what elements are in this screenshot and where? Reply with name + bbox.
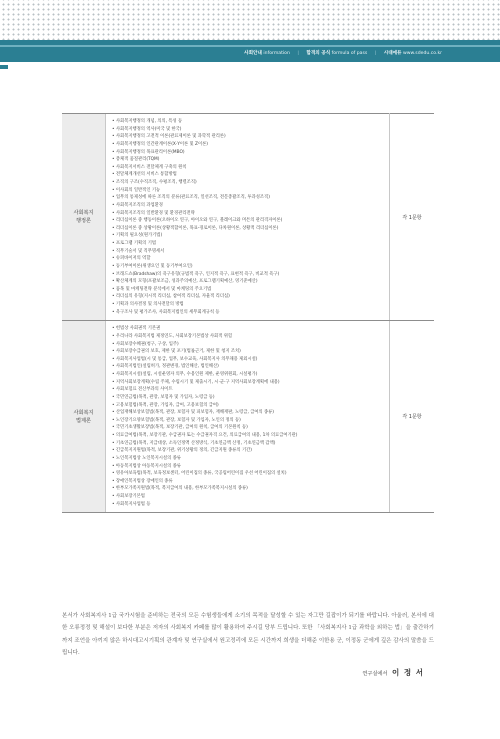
list-item: • 사회복지행정의 역사(미국 및 한국) [112, 126, 386, 134]
list-item: • 고용보험법(목적, 관장, 가입자, 급여, 고용보험의 급여) [112, 402, 386, 410]
nav-separator: | [374, 51, 377, 56]
category-line: 사회복지 [73, 210, 94, 217]
nav-key-info: 사회안내 [244, 51, 262, 56]
preface-paragraph: 본서가 사회복지사 1급 국가시험을 준비하는 전국의 모든 수험생들에게 소기의 목적을 달성할 수 있는 자그만 길잡이가 되기를 바랍니다. 아울러, 본서에 대한 오류정정 및 해설이 보다한 부분은 저자의 사회복지 카페를 많이 활용하여 주시길 당부 드립니다. 또한 「사회복지사 1급 과학을 외하는 법」을 출간하기까지 조언을 아끼지 않은 하시대고시기획의 관계자 및 연구실에서 원고정리에 모든 시간까지 희생을 더해준 이한용 군, 이정동 군에게 깊은 감사의 말씀을 드립니다. [62, 613, 434, 656]
list-item: • 사회보험료 전산부과의 사이트 [112, 386, 386, 394]
items-cell [106, 321, 390, 513]
list-item: • 동기부여이론(위생요인 및 동기부여요인) [112, 263, 386, 271]
list-item: • 조직의 구조(수직조직, 수평조직, 행렬조직) [112, 179, 386, 187]
list-item: • 기획의 필요성(원가기법) [112, 232, 386, 240]
page-edge-mark [0, 65, 8, 69]
list-item: • 의료급여법(목적, 보장기관, 수급권자 또는 수급권자격 요건, 의료급여의 내용, 1차 의료급여기관) [112, 432, 386, 440]
list-item: • 리더십의 유형(지시적 리더십, 참여적 리더십, 자율적 리더십) [112, 293, 386, 301]
grade-cell: 각 1문항 [390, 321, 435, 513]
exam-scope-table [62, 113, 434, 513]
list-item: • 국민연금법(목적, 관장, 보험자 및 가입자, 노령급 등) [112, 394, 386, 402]
list-item: • 국민기초생활보장법(목적, 보장기관, 급여의 원칙, 급여의 기본원칙 등) [112, 424, 386, 432]
list-item: • 총체적 품질관리(TQM) [112, 156, 386, 164]
list-item: • 영유아보육법(목적, 보육정보센터, 어린이집의 종류, 국공립어린이집 우선 어린이집의 설치) [112, 470, 386, 478]
list-item: • 장애인복지법상 장애인의 종류 [112, 478, 386, 486]
list-item: • 긴급복지지원법(목적, 보장기관, 위기상황의 정의, 긴급지원 종류의 기간) [112, 447, 386, 455]
nav-key-formula: 합격의 공식 [306, 51, 331, 56]
list-item: • 사회복지시설(설립, 시설운영자 의무, 수용인원 제한, 운영위원회, 시설평가) [112, 371, 386, 379]
list-item: • 사회보장수급권의 보호, 제한 및 포기(법률근거, 제한 및 청지 조치) [112, 348, 386, 356]
category-cell [62, 114, 106, 321]
list-item: • 업무의 통제성에 따른 조직의 분류(관료조직, 일선조직, 전문총괄조직, 투과성조직) [112, 194, 386, 202]
list-item: • 사회보장수혜권(청구, 구상, 입주) [112, 341, 386, 349]
list-item: • 프로그램 기획의 기법 [112, 240, 386, 248]
nav-value-info: information [263, 51, 290, 56]
list-item: • 우리나라 사회복지법 제정연도, 사회보장기본법상 사회적 위험 [112, 333, 386, 341]
header-nav [244, 50, 442, 56]
category-cell [62, 321, 106, 513]
signature-prefix: 연구실에서 [362, 671, 388, 677]
item-list [112, 325, 386, 508]
table-row-admin [62, 114, 434, 321]
list-item: • 리더십이론 중 상황이론(상황적합이론, 목표-경로이론, 다차원이론, 상황적 리더십이론) [112, 225, 386, 233]
list-item: • 한부모가족지원법(목적, 복지급여의 내용, 한부모가족복지시설의 종류) [112, 485, 386, 493]
list-item: • 이사회의 일반적인 기능 [112, 187, 386, 195]
list-item: • 사회복지행정의 인간관계이론(X·Y이론 및 Z이론) [112, 141, 386, 149]
list-item: • 사회복지행정의 목표관리이론(MBO) [112, 149, 386, 157]
signature-name: 이 정 서 [392, 668, 424, 677]
nav-separator: | [297, 51, 299, 56]
item-list [112, 118, 386, 316]
list-item: • 사회복지서비스 전달체계 구축의 원칙 [112, 164, 386, 172]
nav-value-formula: formula of pass [331, 51, 368, 56]
list-item: • 사회복지행정의 개념, 의의, 특성 등 [112, 118, 386, 126]
list-item: • 사회보장기본법 [112, 493, 386, 501]
nav-value-site: www.sdedu.co.kr [403, 51, 442, 56]
grade-cell: 각 1문항 [390, 114, 435, 321]
list-item: • 사회복지법인(설립허가, 정관변경, 법인해산, 법인해산) [112, 363, 386, 371]
list-item: • 사회복지조직의 과업환경 [112, 202, 386, 210]
list-item: • 헌법상 사회권적 기본권 [112, 325, 386, 333]
category-line: 법제론 [75, 417, 92, 424]
nav-key-site: 시대에듀 [383, 51, 402, 56]
list-item: • 아동복지법상 아동복지시설의 종류 [112, 463, 386, 471]
list-item: • 욕구조사 및 평가조사, 사회복지법인의 세무회계규칙 등 [112, 309, 386, 317]
list-item: • 사회복지사업법(시 및 통급, 업무, 보수교육, 사회복지사 의무채용 제외시설) [112, 356, 386, 364]
list-item: • 사회복지사업법 등 [112, 501, 386, 509]
list-item: • 산업재해보상보험법(목적, 관장, 보험자 및 피보험자, 재해재판, 노령급, 급여의 종류) [112, 409, 386, 417]
list-item: • 확산체계의 모형(포괄보조금, 성과주의예산, 프로그램기획예산, 영기준예산) [112, 278, 386, 286]
list-item: • 기초연금법(목적, 지급대상, 소득인정액 산정방식, 기초연금액 산정, 기초연금액 감액) [112, 440, 386, 448]
list-item: • 리더십이론 중 행동이론(오하이오 연구, 아이오와 연구, 블레이크와 머튼의 관리격자이론) [112, 217, 386, 225]
category-line: 사회복지 [73, 409, 94, 416]
list-item: • 품목 및 마케팅전략 분석에서 및 마케팅의 주요기법 [112, 286, 386, 294]
list-item: • 브래드쇼(Bradshaw)의 욕구유형(규범적 욕구, 인지적 욕구, 표현적 욕구, 비교적 욕구) [112, 271, 386, 279]
signature [362, 667, 424, 678]
list-item: • 사회복지행정의 고전적 이론(관료제이론 및 과학적 관리론) [112, 133, 386, 141]
list-item: • 노인복지법상 노인복지시설의 종류 [112, 455, 386, 463]
table-row-law [62, 321, 434, 513]
list-item: • 전달체계개선의 서비스 통합방법 [112, 171, 386, 179]
list-item: • 직무기술서 및 직무명세서 [112, 248, 386, 256]
dot-pattern-band [0, 0, 500, 40]
category-line: 행정론 [75, 218, 92, 225]
items-cell [106, 114, 390, 321]
list-item: • 사회복지조직의 일반환경 및 환경관리전략 [112, 210, 386, 218]
list-item: • 기획과 의사결정 및 의사전달의 방법 [112, 301, 386, 309]
list-item: • 슈퍼바이저의 역할 [112, 255, 386, 263]
list-item: • 지역사회보장계획(수립 주체, 수립시기 및 제출시기, 시·군·구 지역사회보장계획에 내용) [112, 379, 386, 387]
header-stripe [0, 45, 500, 47]
list-item: • 노인장기요양보험법(목적, 관장, 보험자 및 가입자, 노인의 정의 등) [112, 417, 386, 425]
